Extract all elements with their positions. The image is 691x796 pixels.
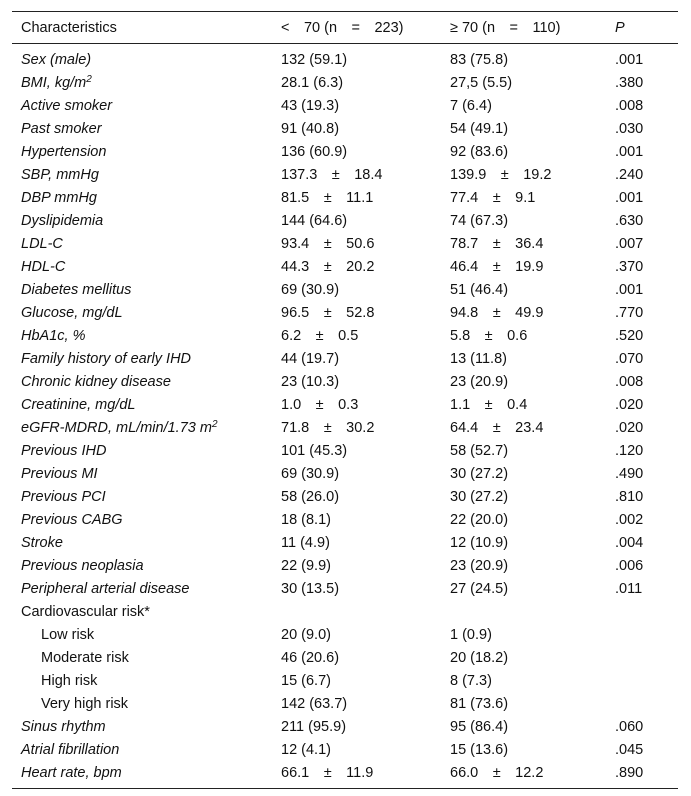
row-label-text: Diabetes mellitus bbox=[21, 281, 132, 298]
cell-70-plus: 30 (27.2) bbox=[450, 488, 509, 505]
cell-under-70: 101 (45.3) bbox=[281, 442, 348, 459]
cell-under-70: 142 (63.7) bbox=[281, 695, 348, 712]
row-label-text: High risk bbox=[41, 672, 98, 689]
row-label-text: Very high risk bbox=[41, 695, 129, 712]
cell-70-plus: 83 (75.8) bbox=[450, 51, 509, 68]
cell-70-plus: 54 (49.1) bbox=[450, 120, 509, 137]
cell-p-value: .001 bbox=[615, 281, 644, 298]
cell-under-70: 15 (6.7) bbox=[281, 672, 331, 689]
cell-70-plus: 23 (20.9) bbox=[450, 557, 509, 574]
cell-p-value: .004 bbox=[615, 534, 644, 551]
row-label bbox=[12, 209, 272, 232]
table-row bbox=[12, 439, 678, 462]
row-label-text: Chronic kidney disease bbox=[21, 373, 171, 390]
row-label-text: Previous MI bbox=[21, 465, 98, 482]
row-label-text: Creatinine, mg/dL bbox=[21, 396, 136, 413]
cell-70-plus: 1 (0.9) bbox=[450, 626, 492, 643]
cell-70-plus: 95 (86.4) bbox=[450, 718, 509, 735]
cell-70-plus: 23 (20.9) bbox=[450, 373, 509, 390]
cell-70-plus: 64.4 ± 23.4 bbox=[450, 419, 544, 436]
cell-p-value: .011 bbox=[615, 580, 643, 597]
header-group-under-70: < 70 (n = 223) bbox=[281, 19, 404, 36]
cell-70-plus: 27 (24.5) bbox=[450, 580, 509, 597]
cell-p-value: .045 bbox=[615, 741, 644, 758]
cell-70-plus: 139.9 ± 19.2 bbox=[450, 166, 552, 183]
table-row bbox=[12, 301, 678, 324]
row-label bbox=[12, 646, 272, 669]
row-label bbox=[12, 692, 272, 715]
table-row bbox=[12, 370, 678, 393]
row-label bbox=[12, 600, 272, 623]
row-label-text: Previous PCI bbox=[21, 488, 106, 505]
cell-p-value: .810 bbox=[615, 488, 644, 505]
row-label-text: Heart rate, bpm bbox=[21, 764, 122, 781]
cell-70-plus: 30 (27.2) bbox=[450, 465, 509, 482]
row-label-text: SBP, mmHg bbox=[21, 166, 99, 183]
cell-p-value: .380 bbox=[615, 74, 644, 91]
cell-70-plus: 78.7 ± 36.4 bbox=[450, 235, 544, 252]
cell-under-70: 137.3 ± 18.4 bbox=[281, 166, 383, 183]
cell-70-plus: 12 (10.9) bbox=[450, 534, 509, 551]
table-row bbox=[12, 715, 678, 738]
header-group-70-plus: ≥ 70 (n = 110) bbox=[450, 19, 561, 36]
row-label-superscript: 2 bbox=[86, 73, 92, 85]
cell-under-70: 66.1 ± 11.9 bbox=[281, 764, 374, 781]
cell-70-plus: 51 (46.4) bbox=[450, 281, 509, 298]
cell-p-value: .020 bbox=[615, 419, 644, 436]
cell-under-70: 46 (20.6) bbox=[281, 649, 340, 666]
row-label-text: HDL-C bbox=[21, 258, 66, 275]
table-row bbox=[12, 347, 678, 370]
row-label-text: Glucose, mg/dL bbox=[21, 304, 123, 321]
cell-70-plus: 92 (83.6) bbox=[450, 143, 509, 160]
row-label-superscript: 2 bbox=[211, 418, 218, 430]
row-label-text: DBP mmHg bbox=[21, 189, 97, 206]
row-label bbox=[12, 485, 272, 508]
table-row bbox=[12, 531, 678, 554]
cell-under-70: 136 (60.9) bbox=[281, 143, 348, 160]
cell-70-plus: 13 (11.8) bbox=[450, 350, 507, 367]
row-label-text: eGFR-MDRD, mL/min/1.73 m bbox=[21, 419, 212, 436]
row-label bbox=[12, 324, 272, 347]
cell-under-70: 96.5 ± 52.8 bbox=[281, 304, 375, 321]
cell-p-value: .030 bbox=[615, 120, 644, 137]
table-row bbox=[12, 600, 678, 623]
cell-under-70: 44.3 ± 20.2 bbox=[281, 258, 375, 275]
table-row bbox=[12, 738, 678, 761]
cell-p-value: .008 bbox=[615, 97, 644, 114]
row-label bbox=[12, 439, 272, 462]
table-body bbox=[12, 44, 678, 789]
cell-under-70: 144 (64.6) bbox=[281, 212, 348, 229]
cell-under-70: 11 (4.9) bbox=[281, 534, 330, 551]
cell-70-plus: 27,5 (5.5) bbox=[450, 74, 513, 91]
cell-70-plus: 77.4 ± 9.1 bbox=[450, 189, 536, 206]
cell-under-70: 69 (30.9) bbox=[281, 465, 340, 482]
cell-p-value: .240 bbox=[615, 166, 644, 183]
row-label-text: Past smoker bbox=[21, 120, 102, 137]
cell-under-70: 43 (19.3) bbox=[281, 97, 340, 114]
cell-p-value: .001 bbox=[615, 143, 644, 160]
cell-p-value: .008 bbox=[615, 373, 644, 390]
table-row bbox=[12, 692, 678, 715]
row-label-text: Low risk bbox=[41, 626, 95, 643]
table-row bbox=[12, 324, 678, 347]
table-row bbox=[12, 94, 678, 117]
cell-p-value bbox=[606, 600, 678, 623]
cell-under-70: 28.1 (6.3) bbox=[281, 74, 344, 91]
cell-70-plus: 66.0 ± 12.2 bbox=[450, 764, 544, 781]
row-label bbox=[12, 232, 272, 255]
cell-70-plus: 20 (18.2) bbox=[450, 649, 509, 666]
table-row bbox=[12, 554, 678, 577]
cell-under-70: 22 (9.9) bbox=[281, 557, 331, 574]
row-label bbox=[12, 715, 272, 738]
cell-under-70: 30 (13.5) bbox=[281, 580, 340, 597]
table-row bbox=[12, 163, 678, 186]
table-row bbox=[12, 232, 678, 255]
table-row bbox=[12, 462, 678, 485]
table-row bbox=[12, 485, 678, 508]
cell-p-value: .001 bbox=[615, 51, 644, 68]
row-label bbox=[12, 393, 272, 416]
row-label bbox=[12, 44, 272, 72]
row-label-text: Family history of early IHD bbox=[21, 350, 192, 367]
row-label bbox=[12, 117, 272, 140]
cell-under-70: 91 (40.8) bbox=[281, 120, 340, 137]
row-label bbox=[12, 623, 272, 646]
cell-p-value bbox=[606, 669, 678, 692]
table-row bbox=[12, 140, 678, 163]
row-label bbox=[12, 301, 272, 324]
cell-p-value: .006 bbox=[615, 557, 644, 574]
row-label bbox=[12, 370, 272, 393]
cell-under-70: 20 (9.0) bbox=[281, 626, 331, 643]
cell-p-value: .890 bbox=[615, 764, 644, 781]
row-label-text: Sex (male) bbox=[21, 51, 92, 68]
cell-70-plus: 1.1 ± 0.4 bbox=[450, 396, 528, 413]
cell-70-plus bbox=[441, 600, 606, 623]
row-label bbox=[12, 94, 272, 117]
characteristics-table bbox=[12, 11, 678, 789]
cell-under-70: 132 (59.1) bbox=[281, 51, 348, 68]
cell-under-70: 12 (4.1) bbox=[281, 741, 331, 758]
row-label bbox=[12, 186, 272, 209]
table-row bbox=[12, 393, 678, 416]
header-characteristics: Characteristics bbox=[21, 19, 117, 36]
row-label-text: Previous neoplasia bbox=[21, 557, 144, 574]
cell-70-plus: 15 (13.6) bbox=[450, 741, 509, 758]
cell-70-plus: 8 (7.3) bbox=[450, 672, 492, 689]
row-label bbox=[12, 531, 272, 554]
table-row bbox=[12, 623, 678, 646]
cell-p-value: .370 bbox=[615, 258, 644, 275]
cell-p-value: .020 bbox=[615, 396, 644, 413]
row-label-text: Hypertension bbox=[21, 143, 107, 160]
cell-p-value: .070 bbox=[615, 350, 644, 367]
table-row bbox=[12, 209, 678, 232]
row-label-text: Previous CABG bbox=[21, 511, 123, 528]
cell-70-plus: 58 (52.7) bbox=[450, 442, 509, 459]
cell-under-70: 81.5 ± 11.1 bbox=[281, 189, 374, 206]
cell-under-70 bbox=[272, 600, 441, 623]
cell-70-plus: 5.8 ± 0.6 bbox=[450, 327, 528, 344]
table-row bbox=[12, 255, 678, 278]
row-label-text: Stroke bbox=[21, 534, 63, 551]
cell-p-value: .490 bbox=[615, 465, 644, 482]
table-row bbox=[12, 186, 678, 209]
cell-under-70: 93.4 ± 50.6 bbox=[281, 235, 375, 252]
row-label-text: LDL-C bbox=[21, 235, 63, 252]
cell-under-70: 71.8 ± 30.2 bbox=[281, 419, 375, 436]
cell-under-70: 1.0 ± 0.3 bbox=[281, 396, 359, 413]
row-label-text: Moderate risk bbox=[41, 649, 129, 666]
cell-70-plus: 22 (20.0) bbox=[450, 511, 509, 528]
table-row bbox=[12, 71, 678, 94]
row-label bbox=[12, 577, 272, 600]
row-label bbox=[12, 255, 272, 278]
row-label bbox=[12, 462, 272, 485]
characteristics-table-container bbox=[12, 11, 678, 789]
cell-under-70: 58 (26.0) bbox=[281, 488, 340, 505]
row-label-text: Sinus rhythm bbox=[21, 718, 106, 735]
cell-under-70: 44 (19.7) bbox=[281, 350, 340, 367]
header-p-value: P bbox=[615, 19, 625, 36]
cell-p-value: .060 bbox=[615, 718, 644, 735]
row-label-text: Cardiovascular risk* bbox=[21, 603, 150, 620]
row-label bbox=[12, 140, 272, 163]
row-label bbox=[12, 278, 272, 301]
table-row bbox=[12, 278, 678, 301]
table-row bbox=[12, 577, 678, 600]
cell-under-70: 18 (8.1) bbox=[281, 511, 331, 528]
row-label bbox=[12, 669, 272, 692]
cell-70-plus: 74 (67.3) bbox=[450, 212, 509, 229]
cell-p-value: .630 bbox=[615, 212, 644, 229]
cell-70-plus: 46.4 ± 19.9 bbox=[450, 258, 544, 275]
row-label-text: Previous IHD bbox=[21, 442, 107, 459]
row-label-text: HbA1c, % bbox=[21, 327, 86, 344]
table-header-row bbox=[12, 12, 678, 44]
cell-p-value: .520 bbox=[615, 327, 644, 344]
row-label bbox=[12, 347, 272, 370]
table-row bbox=[12, 646, 678, 669]
cell-p-value: .007 bbox=[615, 235, 644, 252]
cell-70-plus: 94.8 ± 49.9 bbox=[450, 304, 544, 321]
row-label bbox=[12, 71, 272, 94]
table-row bbox=[12, 761, 678, 789]
cell-70-plus: 7 (6.4) bbox=[450, 97, 492, 114]
cell-under-70: 23 (10.3) bbox=[281, 373, 340, 390]
row-label-text: Active smoker bbox=[21, 97, 113, 114]
cell-p-value: .001 bbox=[615, 189, 644, 206]
cell-p-value: .002 bbox=[615, 511, 644, 528]
cell-p-value bbox=[606, 646, 678, 669]
cell-p-value: .770 bbox=[615, 304, 644, 321]
row-label-text: BMI, kg/m bbox=[21, 74, 87, 91]
table-row bbox=[12, 416, 678, 439]
table-row bbox=[12, 117, 678, 140]
cell-p-value: .120 bbox=[615, 442, 644, 459]
cell-70-plus: 81 (73.6) bbox=[450, 695, 509, 712]
table-row bbox=[12, 508, 678, 531]
table-row bbox=[12, 44, 678, 72]
row-label bbox=[12, 761, 272, 789]
cell-p-value bbox=[606, 692, 678, 715]
cell-under-70: 211 (95.9) bbox=[281, 718, 347, 735]
row-label bbox=[12, 738, 272, 761]
cell-under-70: 69 (30.9) bbox=[281, 281, 340, 298]
cell-p-value bbox=[606, 623, 678, 646]
row-label bbox=[12, 508, 272, 531]
cell-under-70: 6.2 ± 0.5 bbox=[281, 327, 359, 344]
row-label-text: Atrial fibrillation bbox=[21, 741, 120, 758]
row-label bbox=[12, 163, 272, 186]
row-label bbox=[12, 416, 272, 439]
row-label-text: Dyslipidemia bbox=[21, 212, 104, 229]
row-label bbox=[12, 554, 272, 577]
table-row bbox=[12, 669, 678, 692]
row-label-text: Peripheral arterial disease bbox=[21, 580, 190, 597]
